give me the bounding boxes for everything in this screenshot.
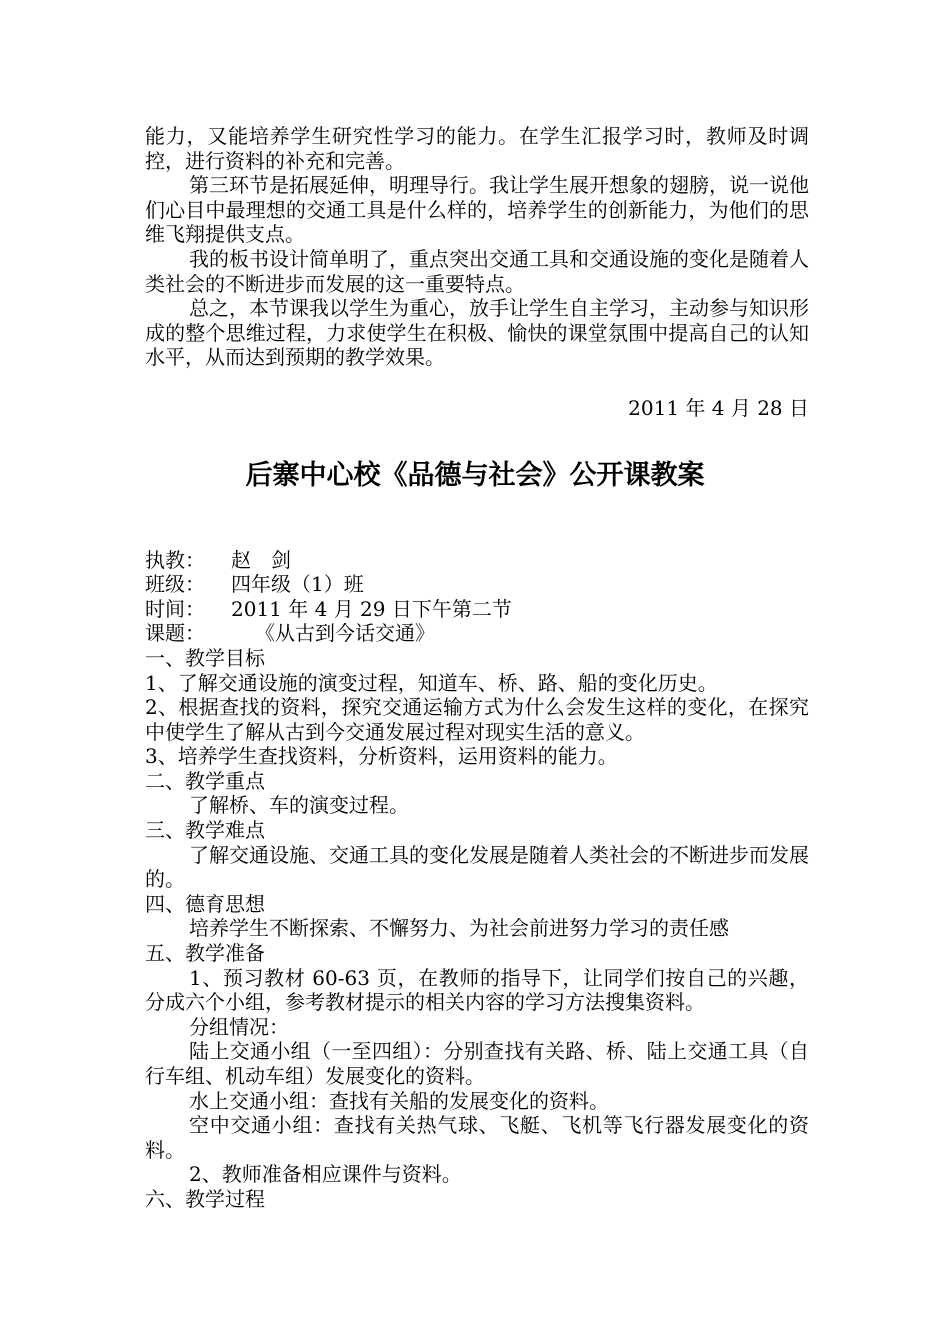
section-heading-moral: 四、德育思想 bbox=[145, 891, 265, 916]
intro-paragraph-1: 能力，又能培养学生研究性学习的能力。在学生汇报学习时，教师及时调控，进行资料的补充和完善。 bbox=[145, 124, 809, 173]
lesson-info bbox=[145, 548, 809, 646]
section-heading-process: 六、教学过程 bbox=[145, 1186, 265, 1211]
group-air: 空中交通小组：查找有关热气球、飞艇、飞机等飞行器发展变化的资料。 bbox=[145, 1113, 809, 1162]
section-heading-prep: 五、教学准备 bbox=[145, 941, 265, 966]
intro-paragraph-3: 我的板书设计简单明了，重点突出交通工具和交通设施的变化是随着人类社会的不断进步而发展的这一重要特点。 bbox=[145, 246, 809, 296]
group-land: 陆上交通小组（一至四组）：分别查找有关路、桥、陆上交通工具（自行车组、机动车组）发展变化的资料。 bbox=[145, 1039, 809, 1088]
time-row bbox=[145, 597, 809, 622]
teacher-row bbox=[145, 548, 809, 573]
time-value: 2011 年 4 月 29 日下午第二节 bbox=[231, 596, 512, 621]
class-label: 班级： bbox=[145, 572, 205, 597]
section-heading-goals: 一、教学目标 bbox=[145, 645, 265, 670]
topic-row bbox=[145, 621, 809, 646]
class-row bbox=[145, 572, 809, 597]
prep-item-1: 1、预习教材 60-63 页，在教师的指导下，让同学们按自己的兴趣，分成六个小组，参考教材提示的相关内容的学习方法搜集资料。 bbox=[145, 965, 809, 1015]
time-label: 时间： bbox=[145, 596, 205, 621]
section-heading-difficult: 三、教学难点 bbox=[145, 818, 265, 843]
page-title: 后寨中心校《品德与社会》公开课教案 bbox=[245, 459, 705, 491]
intro-paragraph-2: 第三环节是拓展延伸，明理导行。我让学生展开想象的翅膀，说一说他们心目中最理想的交通工具是什么样的，培养学生的创新能力，为他们的思维飞翔提供支点。 bbox=[145, 173, 809, 247]
section-heading-key: 二、教学重点 bbox=[145, 768, 265, 793]
key-point-text: 了解桥、车的演变过程。 bbox=[189, 793, 409, 818]
moral-text: 培养学生不断探索、不懈努力、为社会前进努力学习的责任感 bbox=[189, 916, 729, 941]
goal-item-1: 1、了解交通设施的演变过程，知道车、桥、路、船的变化历史。 bbox=[145, 670, 718, 695]
topic-label: 课题： bbox=[145, 621, 205, 646]
document-body bbox=[145, 124, 809, 1212]
class-value: 四年级（1）班 bbox=[231, 572, 364, 597]
intro-paragraph-4: 总之，本节课我以学生为重心，放手让学生自主学习，主动参与知识形成的整个思维过程，力求使学生在积极、愉快的课堂氛围中提高自己的认知水平，从而达到预期的教学效果。 bbox=[145, 296, 809, 370]
group-water: 水上交通小组：查找有关船的发展变化的资料。 bbox=[189, 1088, 609, 1113]
topic-value: 《从古到今话交通》 bbox=[255, 621, 435, 646]
teacher-value: 赵 剑 bbox=[231, 547, 291, 572]
prep-item-2: 2、教师准备相应课件与资料。 bbox=[189, 1162, 462, 1187]
goal-item-2: 2、根据查找的资料，探究交通运输方式为什么会发生这样的变化，在探究中使学生了解从古到今交通发展过程对现实生活的意义。 bbox=[145, 695, 809, 744]
grouping-label: 分组情况： bbox=[189, 1014, 289, 1039]
goal-item-3: 3、培养学生查找资料，分析资料，运用资料的能力。 bbox=[145, 744, 618, 769]
teacher-label: 执教： bbox=[145, 547, 205, 572]
document-date: 2011 年 4 月 28 日 bbox=[628, 395, 809, 420]
difficult-point-text: 了解交通设施、交通工具的变化发展是随着人类社会的不断进步而发展的。 bbox=[145, 842, 809, 892]
